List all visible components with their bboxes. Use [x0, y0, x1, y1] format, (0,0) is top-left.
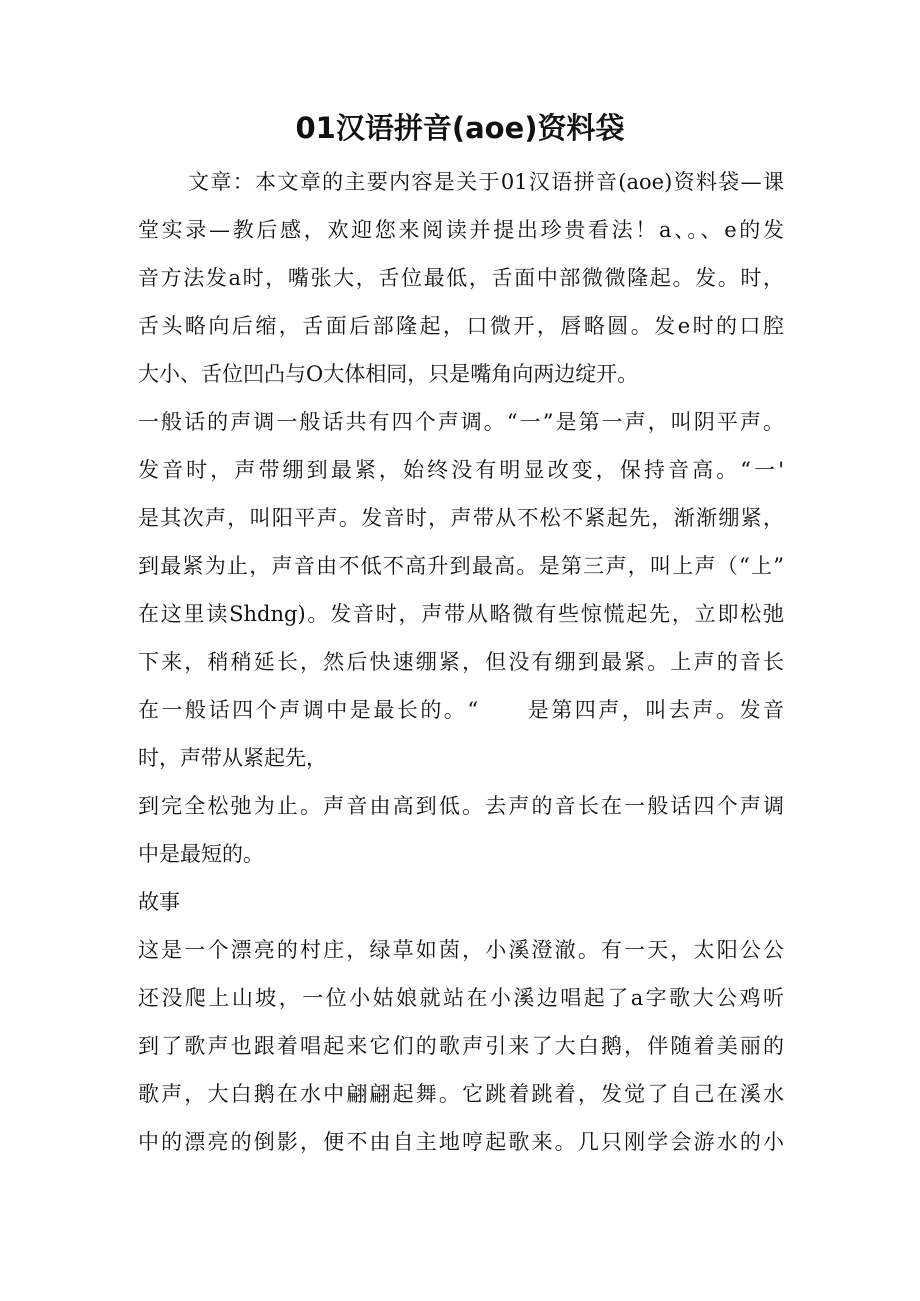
text-line: 在这里读Shdng)。发音时，声带从略微有些惊慌起先，立即松弛 — [138, 602, 784, 626]
text-line: 在一般话四个声调中是最长的。“ 是第四声，叫去声。发音 — [138, 698, 784, 722]
text-line: 是其次声，叫阳平声。发音时，声带从不松不紧起先，渐渐绷紧， — [138, 506, 784, 530]
section-heading: 故事 — [138, 890, 180, 914]
text-line: 发音时，声带绷到最紧，始终没有明显改变，保持音高。“一' — [138, 458, 784, 482]
text-line: 一般话的声调一般话共有四个声调。“一”是第一声，叫阴平声。 — [138, 410, 784, 434]
document-body — [138, 158, 784, 1166]
text-line: 舌头略向后缩，舌面后部隆起，口微开，唇略圆。发e时的口腔 — [138, 314, 784, 338]
text-line: 堂实录—教后感，欢迎您来阅读并提出珍贵看法！a、。、e的发 — [138, 218, 784, 242]
text-line: 到了歌声也跟着唱起来它们的歌声引来了大白鹅，伴随着美丽的 — [138, 1034, 784, 1058]
text-line: 中的漂亮的倒影，便不由自主地哼起歌来。几只刚学会游水的小 — [138, 1130, 784, 1154]
text-line: 时，声带从紧起先， — [138, 746, 327, 770]
document-title: 01汉语拼音(aoe)资料袋 — [295, 111, 625, 145]
text-line: 文章：本文章的主要内容是关于01汉语拼音(aoe)资料袋—课 — [188, 170, 784, 194]
text-line: 这是一个漂亮的村庄，绿草如茵，小溪澄澈。有一天，太阳公公 — [138, 938, 784, 962]
text-line: 音方法发a时，嘴张大，舌位最低，舌面中部微微隆起。发。时， — [138, 266, 784, 290]
text-line: 歌声，大白鹅在水中翩翩起舞。它跳着跳着，发觉了自己在溪水 — [138, 1082, 784, 1106]
text-line: 到完全松弛为止。声音由高到低。去声的音长在一般话四个声调 — [138, 794, 784, 818]
text-line: 下来，稍稍延长，然后快速绷紧，但没有绷到最紧。上声的音长 — [138, 650, 784, 674]
text-line: 还没爬上山坡，一位小姑娘就站在小溪边唱起了a字歌大公鸡听 — [138, 986, 784, 1010]
text-line: 大小、舌位凹凸与O大体相同，只是嘴角向两边绽开。 — [138, 362, 639, 386]
text-line: 中是最短的。 — [138, 842, 264, 866]
text-line: 到最紧为止，声音由不低不高升到最高。是第三声，叫上声（“上” — [138, 554, 784, 578]
